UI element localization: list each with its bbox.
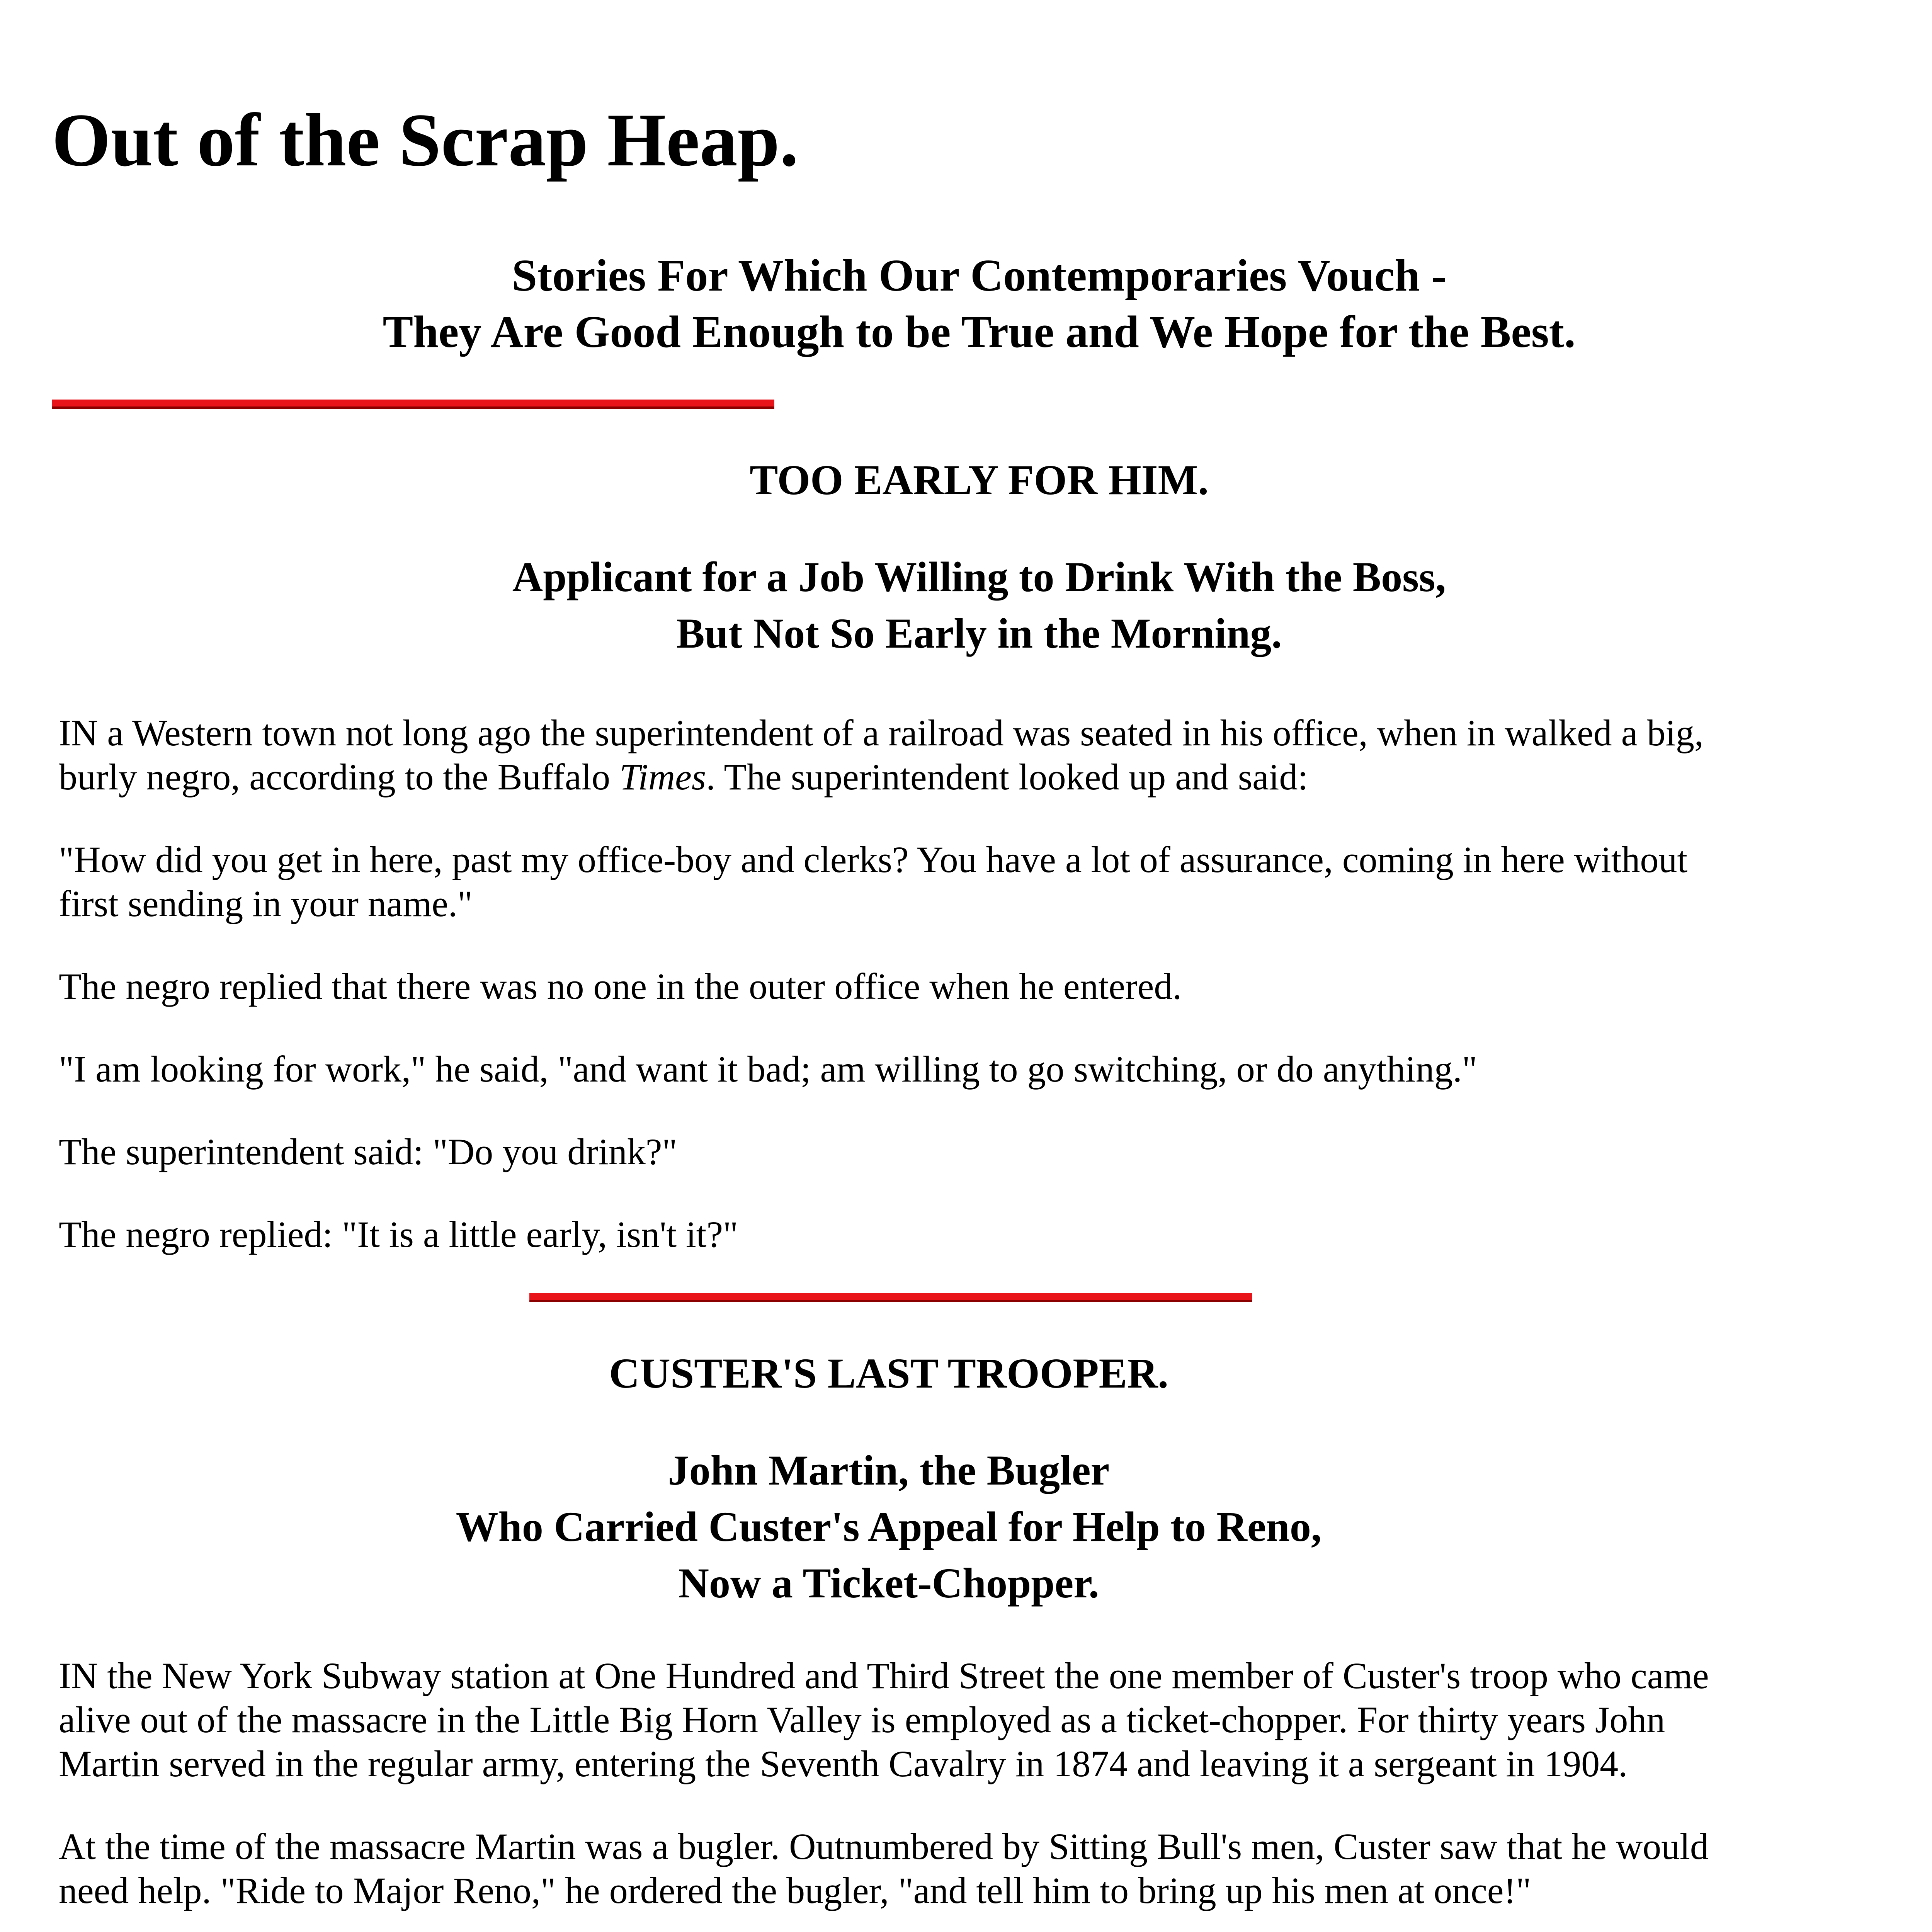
- page-title: Out of the Scrap Heap.: [52, 98, 799, 182]
- subtitle-line-2: They Are Good Enough to be True and We Hope for the Best.: [383, 306, 1576, 357]
- header-divider: [52, 400, 774, 409]
- story-body: [59, 711, 1732, 1295]
- paragraph-text: IN a Western town not long ago the superintendent of a railroad was seated in his office, when in walked a big, burly negro, according to the Buffalo: [59, 712, 1704, 798]
- deck-line-1: John Martin, the Bugler: [668, 1447, 1110, 1494]
- page-subtitle: [52, 247, 1906, 360]
- story-headline: TOO EARLY FOR HIM.: [750, 456, 1209, 503]
- story-body: [59, 1654, 1732, 1932]
- subtitle-line-1: Stories For Which Our Contemporaries Vouch -: [512, 250, 1447, 301]
- deck-line-2: But Not So Early in the Morning.: [676, 610, 1282, 657]
- paragraph: "How did you get in here, past my office-boy and clerks? You have a lot of assurance, coming in here without first sending in your name.": [59, 839, 1688, 924]
- deck-line-3: Now a Ticket-Chopper.: [678, 1560, 1099, 1607]
- paragraph: The superintendent said: "Do you drink?": [59, 1131, 677, 1172]
- paragraph: [59, 711, 1732, 799]
- deck-line-1: Applicant for a Job Willing to Drink With the Boss,: [512, 553, 1446, 600]
- paragraph: "I am looking for work," he said, "and want it bad; am willing to go switching, or do anything.": [59, 1048, 1477, 1090]
- story-headline: CUSTER'S LAST TROOPER.: [609, 1350, 1168, 1397]
- paragraph: The negro replied: "It is a little early, isn't it?": [59, 1214, 738, 1255]
- paragraph: At the time of the massacre Martin was a bugler. Outnumbered by Sitting Bull's men, Custer saw that he would need help. "Ride to Major Reno," he ordered the bugler, "and tell him to bring up his men at once!": [59, 1826, 1709, 1911]
- newspaper-name: Times: [619, 756, 706, 798]
- story-deck: [0, 1442, 1777, 1611]
- paragraph: The negro replied that there was no one in the outer office when he entered.: [59, 966, 1182, 1007]
- paragraph-text: . The superintendent looked up and said:: [706, 756, 1308, 798]
- deck-line-2: Who Carried Custer's Appeal for Help to Reno,: [456, 1503, 1322, 1550]
- paragraph: IN the New York Subway station at One Hundred and Third Street the one member of Custer's troop who came alive out of the massacre in the Little Big Horn Valley is employed as a ticket-chopper. For thirty years John Martin served in the regular army, entering the Seventh Cavalry in 1874 and leaving it a sergeant in 1904.: [59, 1655, 1709, 1784]
- section-divider: [529, 1293, 1252, 1302]
- story-deck: [52, 549, 1906, 662]
